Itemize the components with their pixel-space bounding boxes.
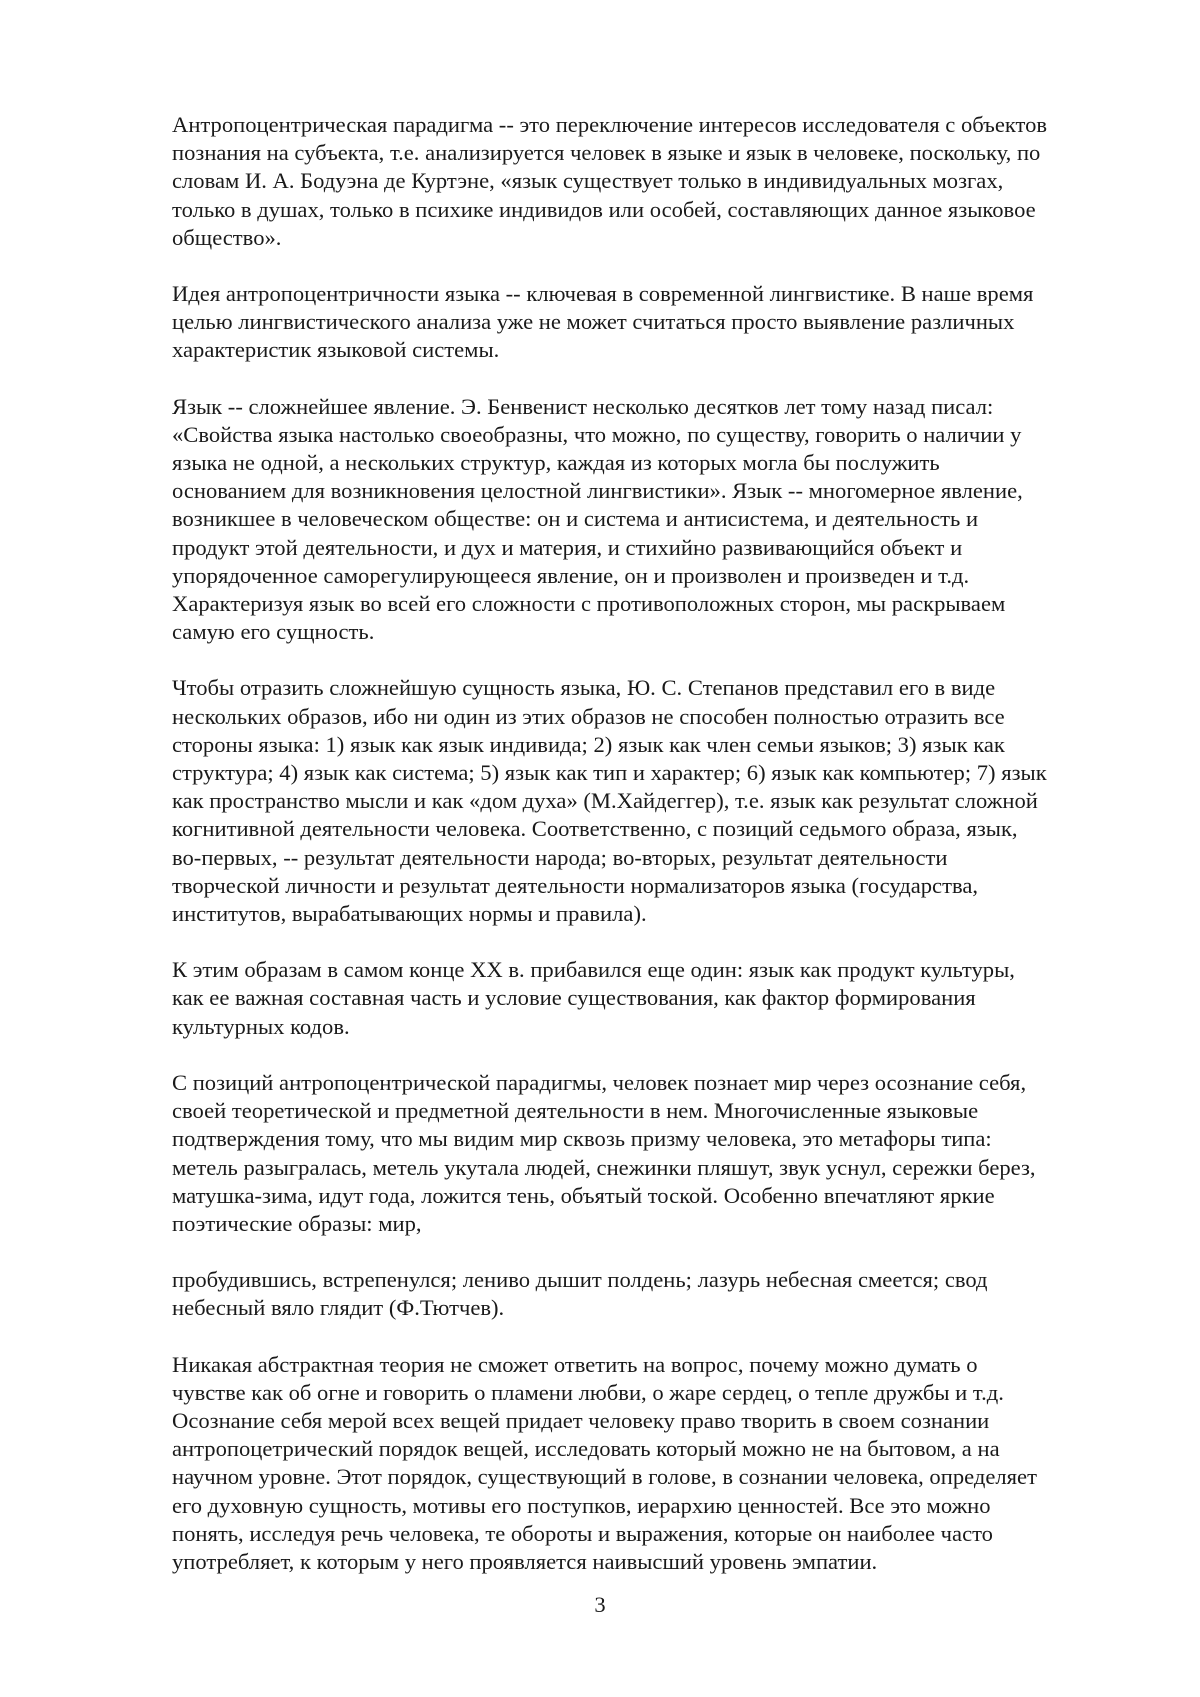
page-number: 3	[594, 1592, 606, 1617]
text-line: самую его сущность.	[172, 619, 375, 645]
text-line: продукт этой деятельности, и дух и материя, и стихийно развивающийся объект и	[172, 534, 963, 560]
paragraph	[172, 674, 1122, 928]
text-line: культурных кодов.	[172, 1013, 350, 1039]
text-line: нескольких образов, ибо ни один из этих образов не способен полностью отразить все	[172, 703, 1005, 729]
text-line: метель разыгралась, метель укутала людей, снежинки пляшут, звук уснул, сережки берез,	[172, 1154, 1036, 1180]
text-line: поэтические образы: мир,	[172, 1210, 422, 1236]
paragraph	[172, 393, 1122, 647]
text-line: Характеризуя язык во всей его сложности с противоположных сторон, мы раскрываем	[172, 591, 1006, 617]
text-line: Чтобы отразить сложнейшую сущность языка, Ю. С. Степанов представил его в виде	[172, 675, 996, 701]
text-line: целью лингвистического анализа уже не может считаться просто выявление различных	[172, 309, 1015, 335]
text-line: стороны языка: 1) язык как язык индивида; 2) язык как член семьи языков; 3) язык как	[172, 731, 1005, 757]
text-line: возникшее в человеческом обществе: он и система и антисистема, и деятельность и	[172, 506, 979, 532]
text-line: небесный вяло глядит (Ф.Тютчев).	[172, 1295, 505, 1321]
text-line: структура; 4) язык как система; 5) язык как тип и характер; 6) язык как компьютер; 7) язык	[172, 760, 1047, 786]
text-line: только в душах, только в психике индивидов или особей, составляющих данное языковое	[172, 196, 1036, 222]
text-line: своей теоретической и предметной деятельности в нем. Многочисленные языковые	[172, 1098, 979, 1124]
text-line: научном уровне. Этот порядок, существующий в голове, в сознании человека, определяет	[172, 1464, 1037, 1490]
text-line: познания на субъекта, т.е. анализируется человек в языке и язык в человеке, поскольку, по	[172, 140, 1041, 166]
text-line: как пространство мысли и как «дом духа» (М.Хайдеггер), т.е. язык как результат сложной	[172, 788, 1038, 814]
text-line: Никакая абстрактная теория не сможет ответить на вопрос, почему можно думать о	[172, 1351, 978, 1377]
paragraph	[172, 956, 1122, 1041]
text-line: чувстве как об огне и говорить о пламени любви, о жаре сердец, о тепле дружбы и т.д.	[172, 1379, 1004, 1405]
text-line: общество».	[172, 224, 282, 250]
text-line: языка не одной, а нескольких структур, каждая из которых могла бы послужить	[172, 450, 940, 476]
text-line: С позиций антропоцентрической парадигмы, человек познает мир через осознание себя,	[172, 1069, 1027, 1095]
document-body	[172, 111, 1122, 1604]
text-line: творческой личности и результат деятельности нормализаторов языка (государства,	[172, 872, 979, 898]
text-line: институтов, вырабатывающих нормы и правила).	[172, 901, 647, 927]
text-line: подтверждения тому, что мы видим мир сквозь призму человека, это метафоры типа:	[172, 1126, 992, 1152]
text-line: употребляет, к которым у него проявляется наивысший уровень эмпатии.	[172, 1548, 878, 1574]
text-line: во-первых, -- результат деятельности народа; во-вторых, результат деятельности	[172, 844, 948, 870]
text-line: антропоцетрический порядок вещей, исследовать который можно не на бытовом, а на	[172, 1436, 1000, 1462]
paragraph	[172, 111, 1122, 252]
text-line: характеристик языковой системы.	[172, 337, 500, 363]
text-line: Осознание себя мерой всех вещей придает человеку право творить в своем сознании	[172, 1407, 990, 1433]
text-line: К этим образам в самом конце XX в. прибавился еще один: язык как продукт культуры,	[172, 957, 1015, 983]
text-line: понять, исследуя речь человека, те обороты и выражения, которые он наиболее часто	[172, 1520, 993, 1546]
text-line: его духовную сущность, мотивы его поступков, иерархию ценностей. Все это можно	[172, 1492, 991, 1518]
paragraph	[172, 1351, 1122, 1577]
paragraph	[172, 1266, 1122, 1322]
text-line: упорядоченное саморегулирующееся явление, он и произволен и произведен и т.д.	[172, 562, 970, 588]
text-line: словам И. А. Бодуэна де Куртэне, «язык существует только в индивидуальных мозгах,	[172, 168, 1004, 194]
text-line: Антропоцентрическая парадигма -- это переключение интересов исследователя с объектов	[172, 112, 1048, 137]
text-line: «Свойства языка настолько своеобразны, что можно, по существу, говорить о наличии у	[172, 421, 1022, 447]
paragraph	[172, 1069, 1122, 1238]
text-line: Идея антропоцентричности языка -- ключевая в современной лингвистике. В наше время	[172, 281, 1034, 307]
text-line: как ее важная составная часть и условие существования, как фактор формирования	[172, 985, 976, 1011]
text-line: матушка-зима, идут года, ложится тень, объятый тоской. Особенно впечатляют яркие	[172, 1182, 995, 1208]
text-line: основанием для возникновения целостной лингвистики». Язык -- многомерное явление,	[172, 478, 1023, 504]
text-line: пробудившись, встрепенулся; лениво дышит полдень; лазурь небесная смеется; свод	[172, 1267, 988, 1293]
text-line: Язык -- сложнейшее явление. Э. Бенвенист несколько десятков лет тому назад писал:	[172, 393, 994, 419]
paragraph	[172, 280, 1122, 365]
text-line: когнитивной деятельности человека. Соответственно, с позиций седьмого образа, язык,	[172, 816, 1018, 842]
